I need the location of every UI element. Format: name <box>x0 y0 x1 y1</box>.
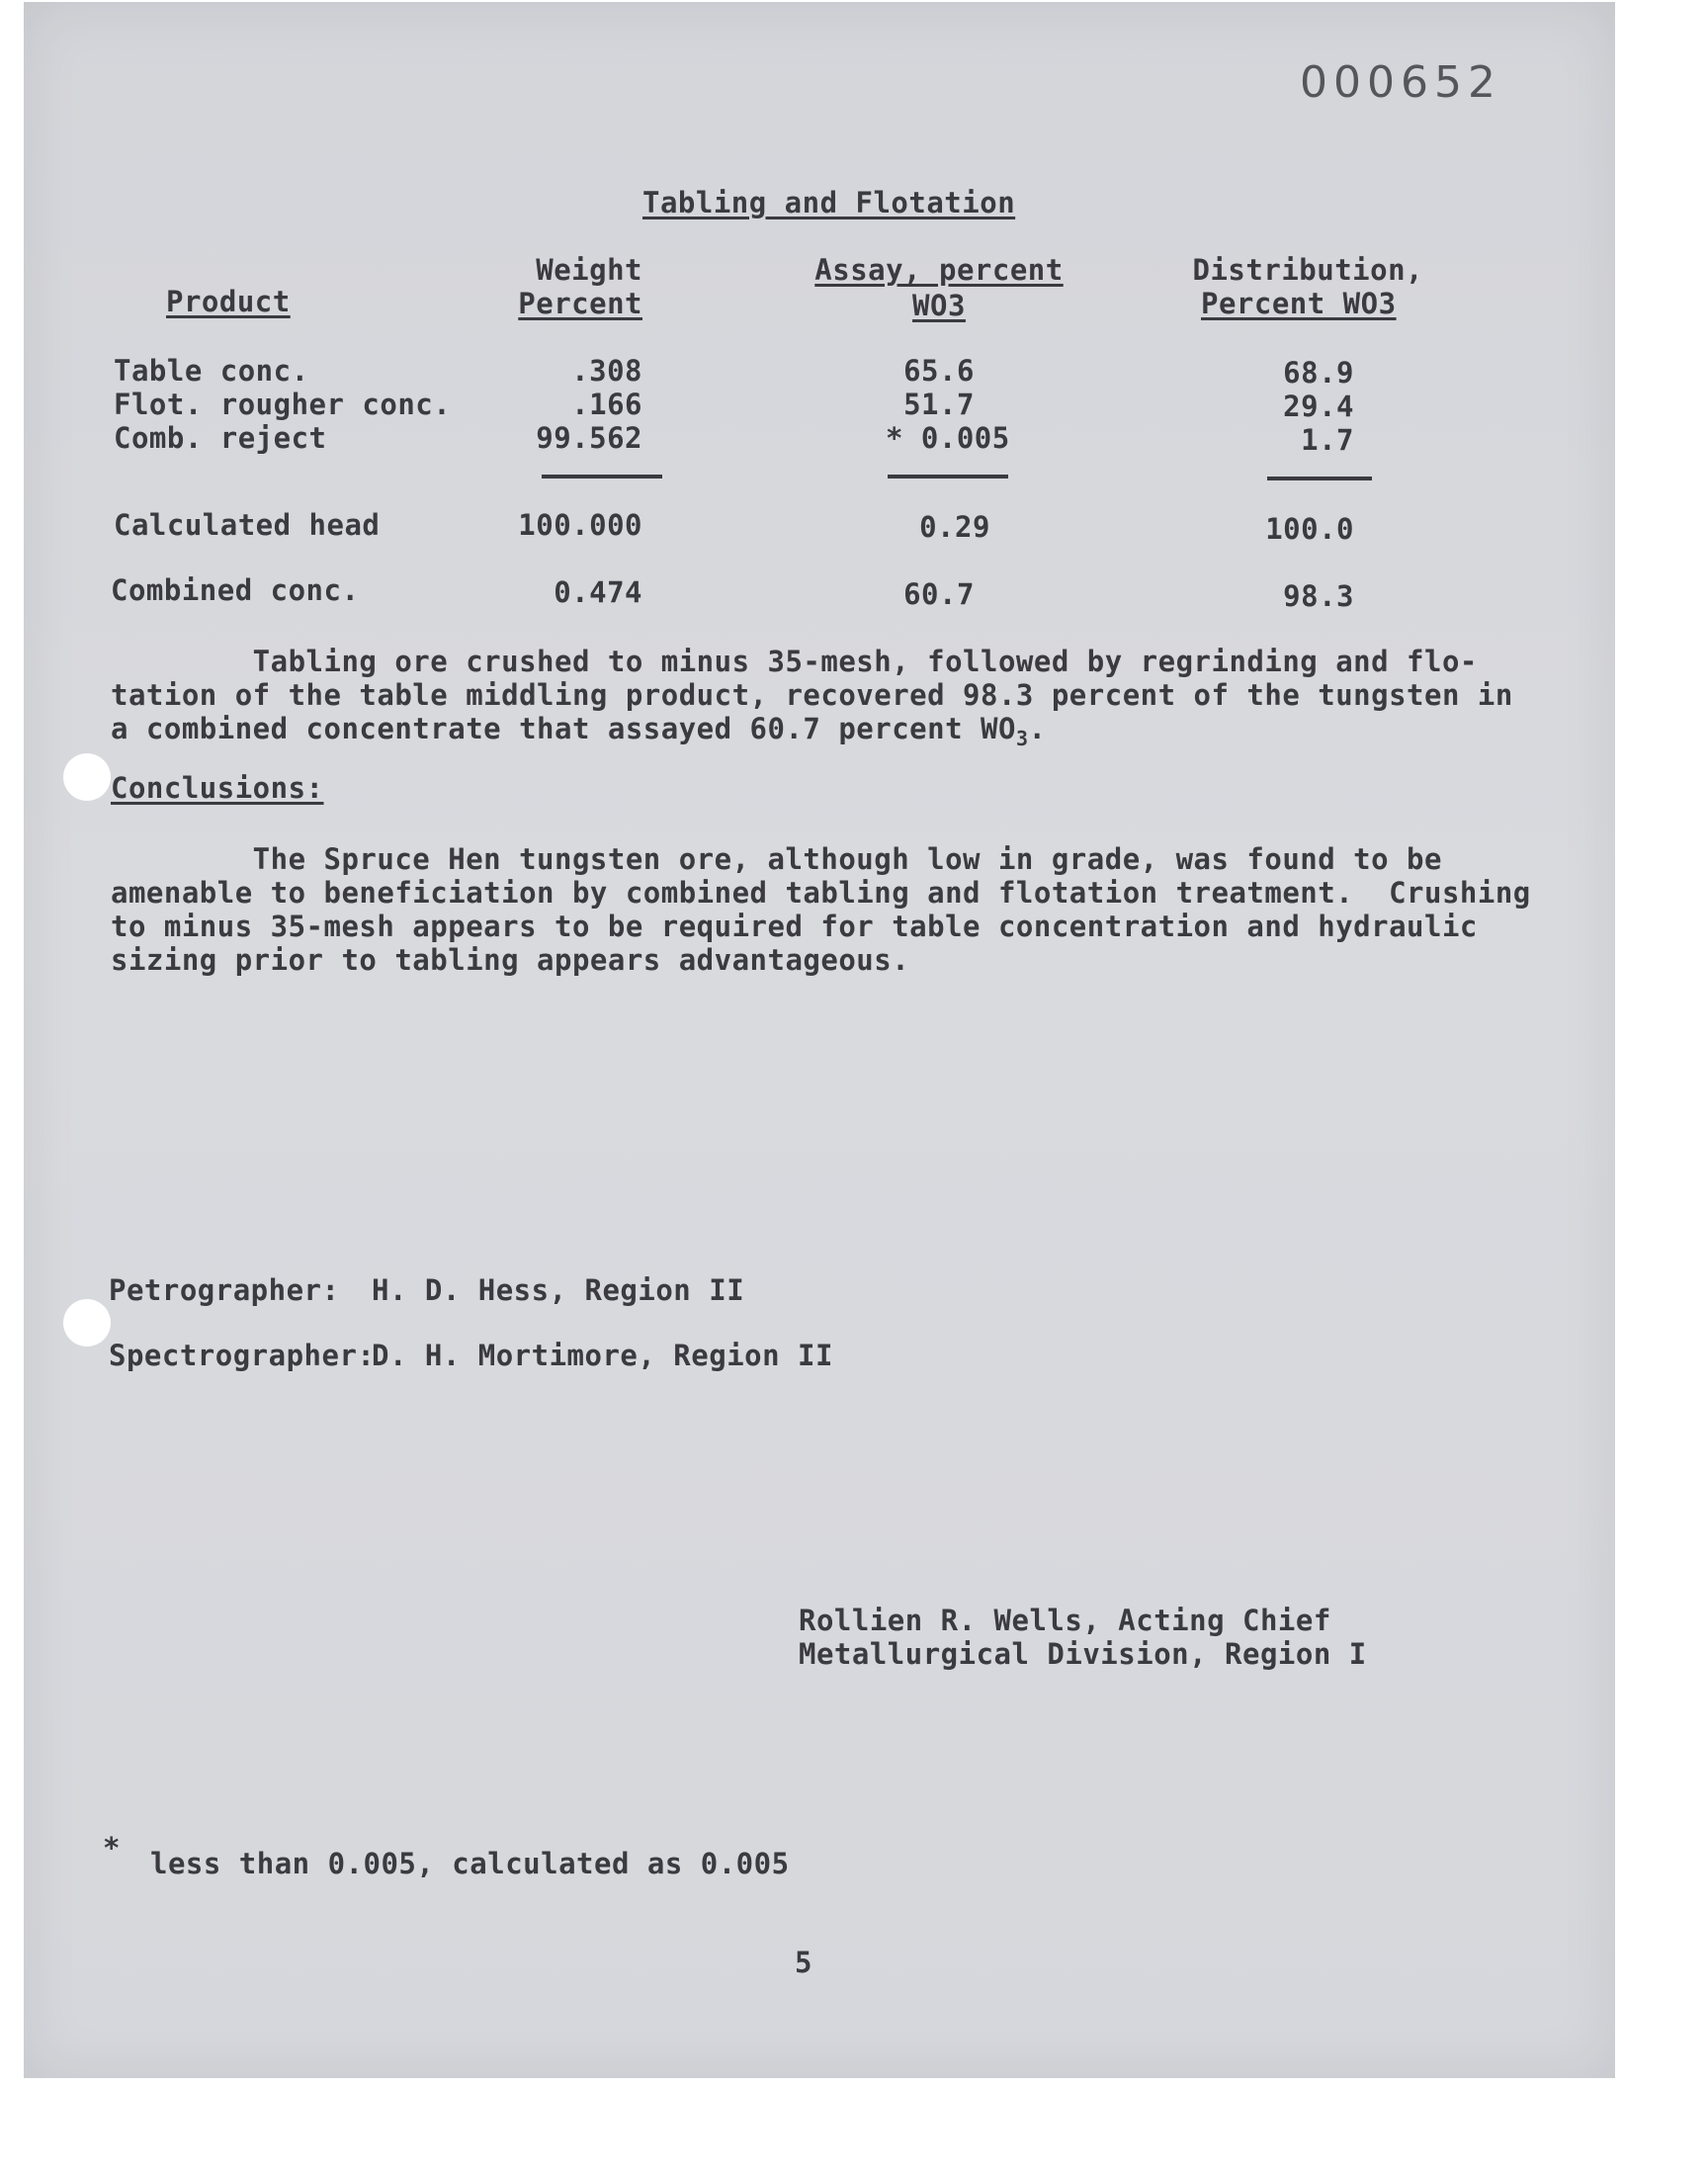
row-assay: * 0.005 <box>886 421 1010 455</box>
sum-rule-weight <box>542 475 662 478</box>
row-distribution: 29.4 <box>1283 390 1354 423</box>
spectrographer-label: Spectrographer: <box>109 1339 376 1372</box>
sum-rule-assay <box>888 475 1008 478</box>
page-number: 5 <box>795 1946 812 1979</box>
conclusions-line: sizing prior to tabling appears advantageous. <box>111 943 910 977</box>
calculated-head-distribution: 100.0 <box>1265 512 1354 546</box>
punch-hole-bottom <box>63 1299 111 1347</box>
calculated-head-label: Calculated head <box>114 508 381 542</box>
punch-hole-top <box>63 753 111 801</box>
header-product: Product <box>166 285 291 318</box>
spectrographer-name: D. H. Mortimore, Region II <box>372 1339 833 1372</box>
signature-line1: Rollien R. Wells, Acting Chief <box>799 1604 1331 1637</box>
row-weight: 99.562 <box>536 421 642 455</box>
row-weight: .308 <box>571 354 642 388</box>
conclusions-heading: Conclusions: <box>111 771 324 805</box>
calculated-head-weight: 100.000 <box>518 508 642 542</box>
summary-line: tation of the table middling product, recovered 98.3 percent of the tungsten in <box>111 678 1513 712</box>
conclusions-line: to minus 35-mesh appears to be required for table concentration and hydraulic <box>111 910 1478 943</box>
summary-line: Tabling ore crushed to minus 35-mesh, followed by regrinding and flo- <box>111 645 1478 678</box>
combined-conc-weight: 0.474 <box>554 575 642 609</box>
combined-conc-assay: 60.7 <box>903 577 975 611</box>
row-product: Table conc. <box>114 354 309 388</box>
header-distribution-line1: Distribution, <box>1192 253 1423 287</box>
conclusions-line: The Spruce Hen tungsten ore, although low in grade, was found to be <box>111 842 1442 876</box>
signature-line2: Metallurgical Division, Region I <box>799 1637 1367 1671</box>
footnote-text: less than 0.005, calculated as 0.005 <box>150 1847 790 1880</box>
row-distribution: 68.9 <box>1283 356 1354 390</box>
table-title: Tabling and Flotation <box>642 186 1016 219</box>
row-product: Flot. rougher conc. <box>114 388 452 421</box>
calculated-head-assay: 0.29 <box>919 510 990 544</box>
header-weight-line1: Weight <box>536 253 642 287</box>
footnote-mark: * <box>103 1831 121 1865</box>
row-weight: .166 <box>571 388 642 421</box>
summary-line <box>111 712 1046 755</box>
header-assay-line2: WO3 <box>912 289 966 322</box>
row-distribution: 1.7 <box>1301 423 1354 457</box>
summary-line-end: . <box>1028 712 1047 745</box>
sum-rule-distribution <box>1267 477 1372 480</box>
conclusions-line: amenable to beneficiation by combined tabling and flotation treatment. Crushing <box>111 876 1531 910</box>
summary-line-text: a combined concentrate that assayed 60.7 percent WO <box>111 712 1016 745</box>
row-assay: 65.6 <box>903 354 975 388</box>
header-assay-line1: Assay, percent <box>814 253 1064 287</box>
combined-conc-label: Combined conc. <box>111 573 360 607</box>
header-weight-line2: Percent <box>518 287 642 320</box>
combined-conc-distribution: 98.3 <box>1283 579 1354 613</box>
header-distribution-line2: Percent WO3 <box>1201 287 1397 320</box>
summary-subscript: 3 <box>1015 726 1029 750</box>
row-assay: 51.7 <box>903 388 975 421</box>
petrographer-name: H. D. Hess, Region II <box>372 1273 745 1307</box>
document-number: 000652 <box>1300 57 1501 108</box>
petrographer-label: Petrographer: <box>109 1273 340 1307</box>
row-product: Comb. reject <box>114 421 327 455</box>
